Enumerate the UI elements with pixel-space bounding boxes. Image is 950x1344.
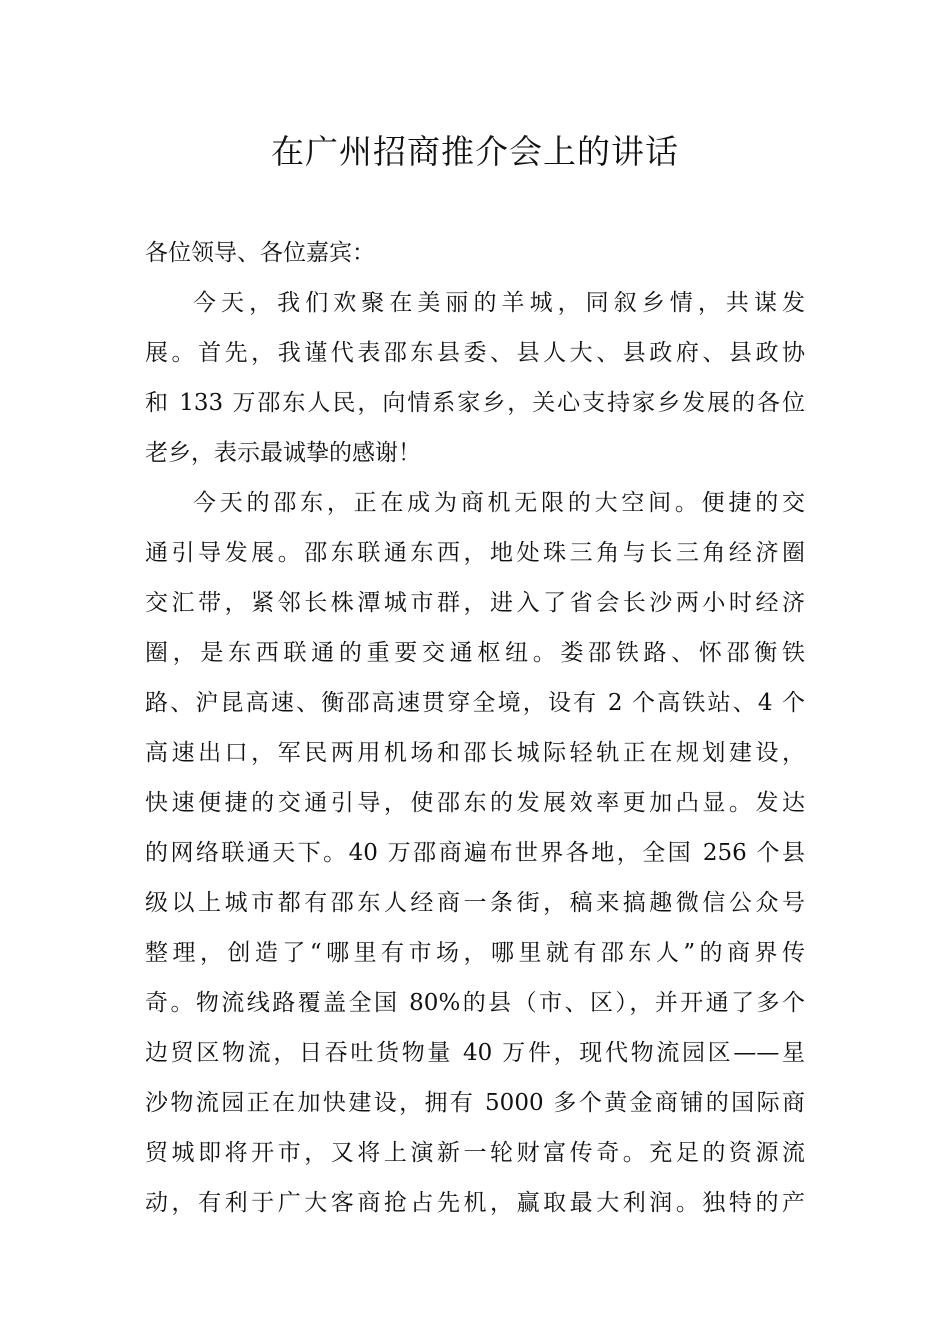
- paragraph-line: 奇。物流线路覆盖全国 80%的县（市、区），并开通了多个: [145, 990, 805, 1016]
- paragraph-line: 的网络联通天下。40 万邵商遍布世界各地，全国 256 个县: [145, 840, 805, 866]
- salutation: 各位领导、各位嘉宾：: [145, 240, 375, 266]
- paragraph-line: 沙物流园正在加快建设，拥有 5000 多个黄金商铺的国际商: [145, 1090, 805, 1116]
- paragraph-line: 今天，我们欢聚在美丽的羊城，同叙乡情，共谋发: [193, 290, 805, 316]
- paragraph-line: 快速便捷的交通引导，使邵东的发展效率更加凸显。发达: [145, 790, 805, 816]
- paragraph-line: 动，有利于广大客商抢占先机，赢取最大利润。独特的产: [145, 1190, 805, 1216]
- paragraph-line: 整理，创造了“哪里有市场，哪里就有邵东人”的商界传: [145, 940, 805, 966]
- paragraph-line: 展。首先，我谨代表邵东县委、县人大、县政府、县政协: [145, 340, 805, 366]
- paragraph-line: 和 133 万邵东人民，向情系家乡，关心支持家乡发展的各位: [145, 390, 805, 416]
- paragraph-line: 圈，是东西联通的重要交通枢纽。娄邵铁路、怀邵衡铁: [145, 640, 805, 666]
- document-body: [145, 228, 805, 1228]
- paragraph-line: 级以上城市都有邵东人经商一条街，稿来搞趣微信公众号: [145, 890, 805, 916]
- paragraph-line: 边贸区物流，日吞吐货物量 40 万件，现代物流园区——星: [145, 1040, 805, 1066]
- paragraph-2: [145, 478, 805, 1228]
- paragraph-1: [145, 278, 805, 478]
- document-title: 在广州招商推介会上的讲话: [271, 132, 679, 171]
- paragraph-line: 贸城即将开市，又将上演新一轮财富传奇。充足的资源流: [145, 1140, 805, 1166]
- paragraph-line: 老乡，表示最诚挚的感谢！: [145, 440, 421, 466]
- paragraph-line: 今天的邵东，正在成为商机无限的大空间。便捷的交: [193, 490, 805, 516]
- paragraph-line: 路、沪昆高速、衡邵高速贯穿全境，设有 2 个高铁站、4 个: [145, 690, 805, 716]
- paragraph-line: 通引导发展。邵东联通东西，地处珠三角与长三角经济圈: [145, 540, 805, 566]
- paragraph-line: 交汇带，紧邻长株潭城市群，进入了省会长沙两小时经济: [145, 590, 805, 616]
- paragraph-line: 高速出口，军民两用机场和邵长城际轻轨正在规划建设，: [145, 740, 805, 766]
